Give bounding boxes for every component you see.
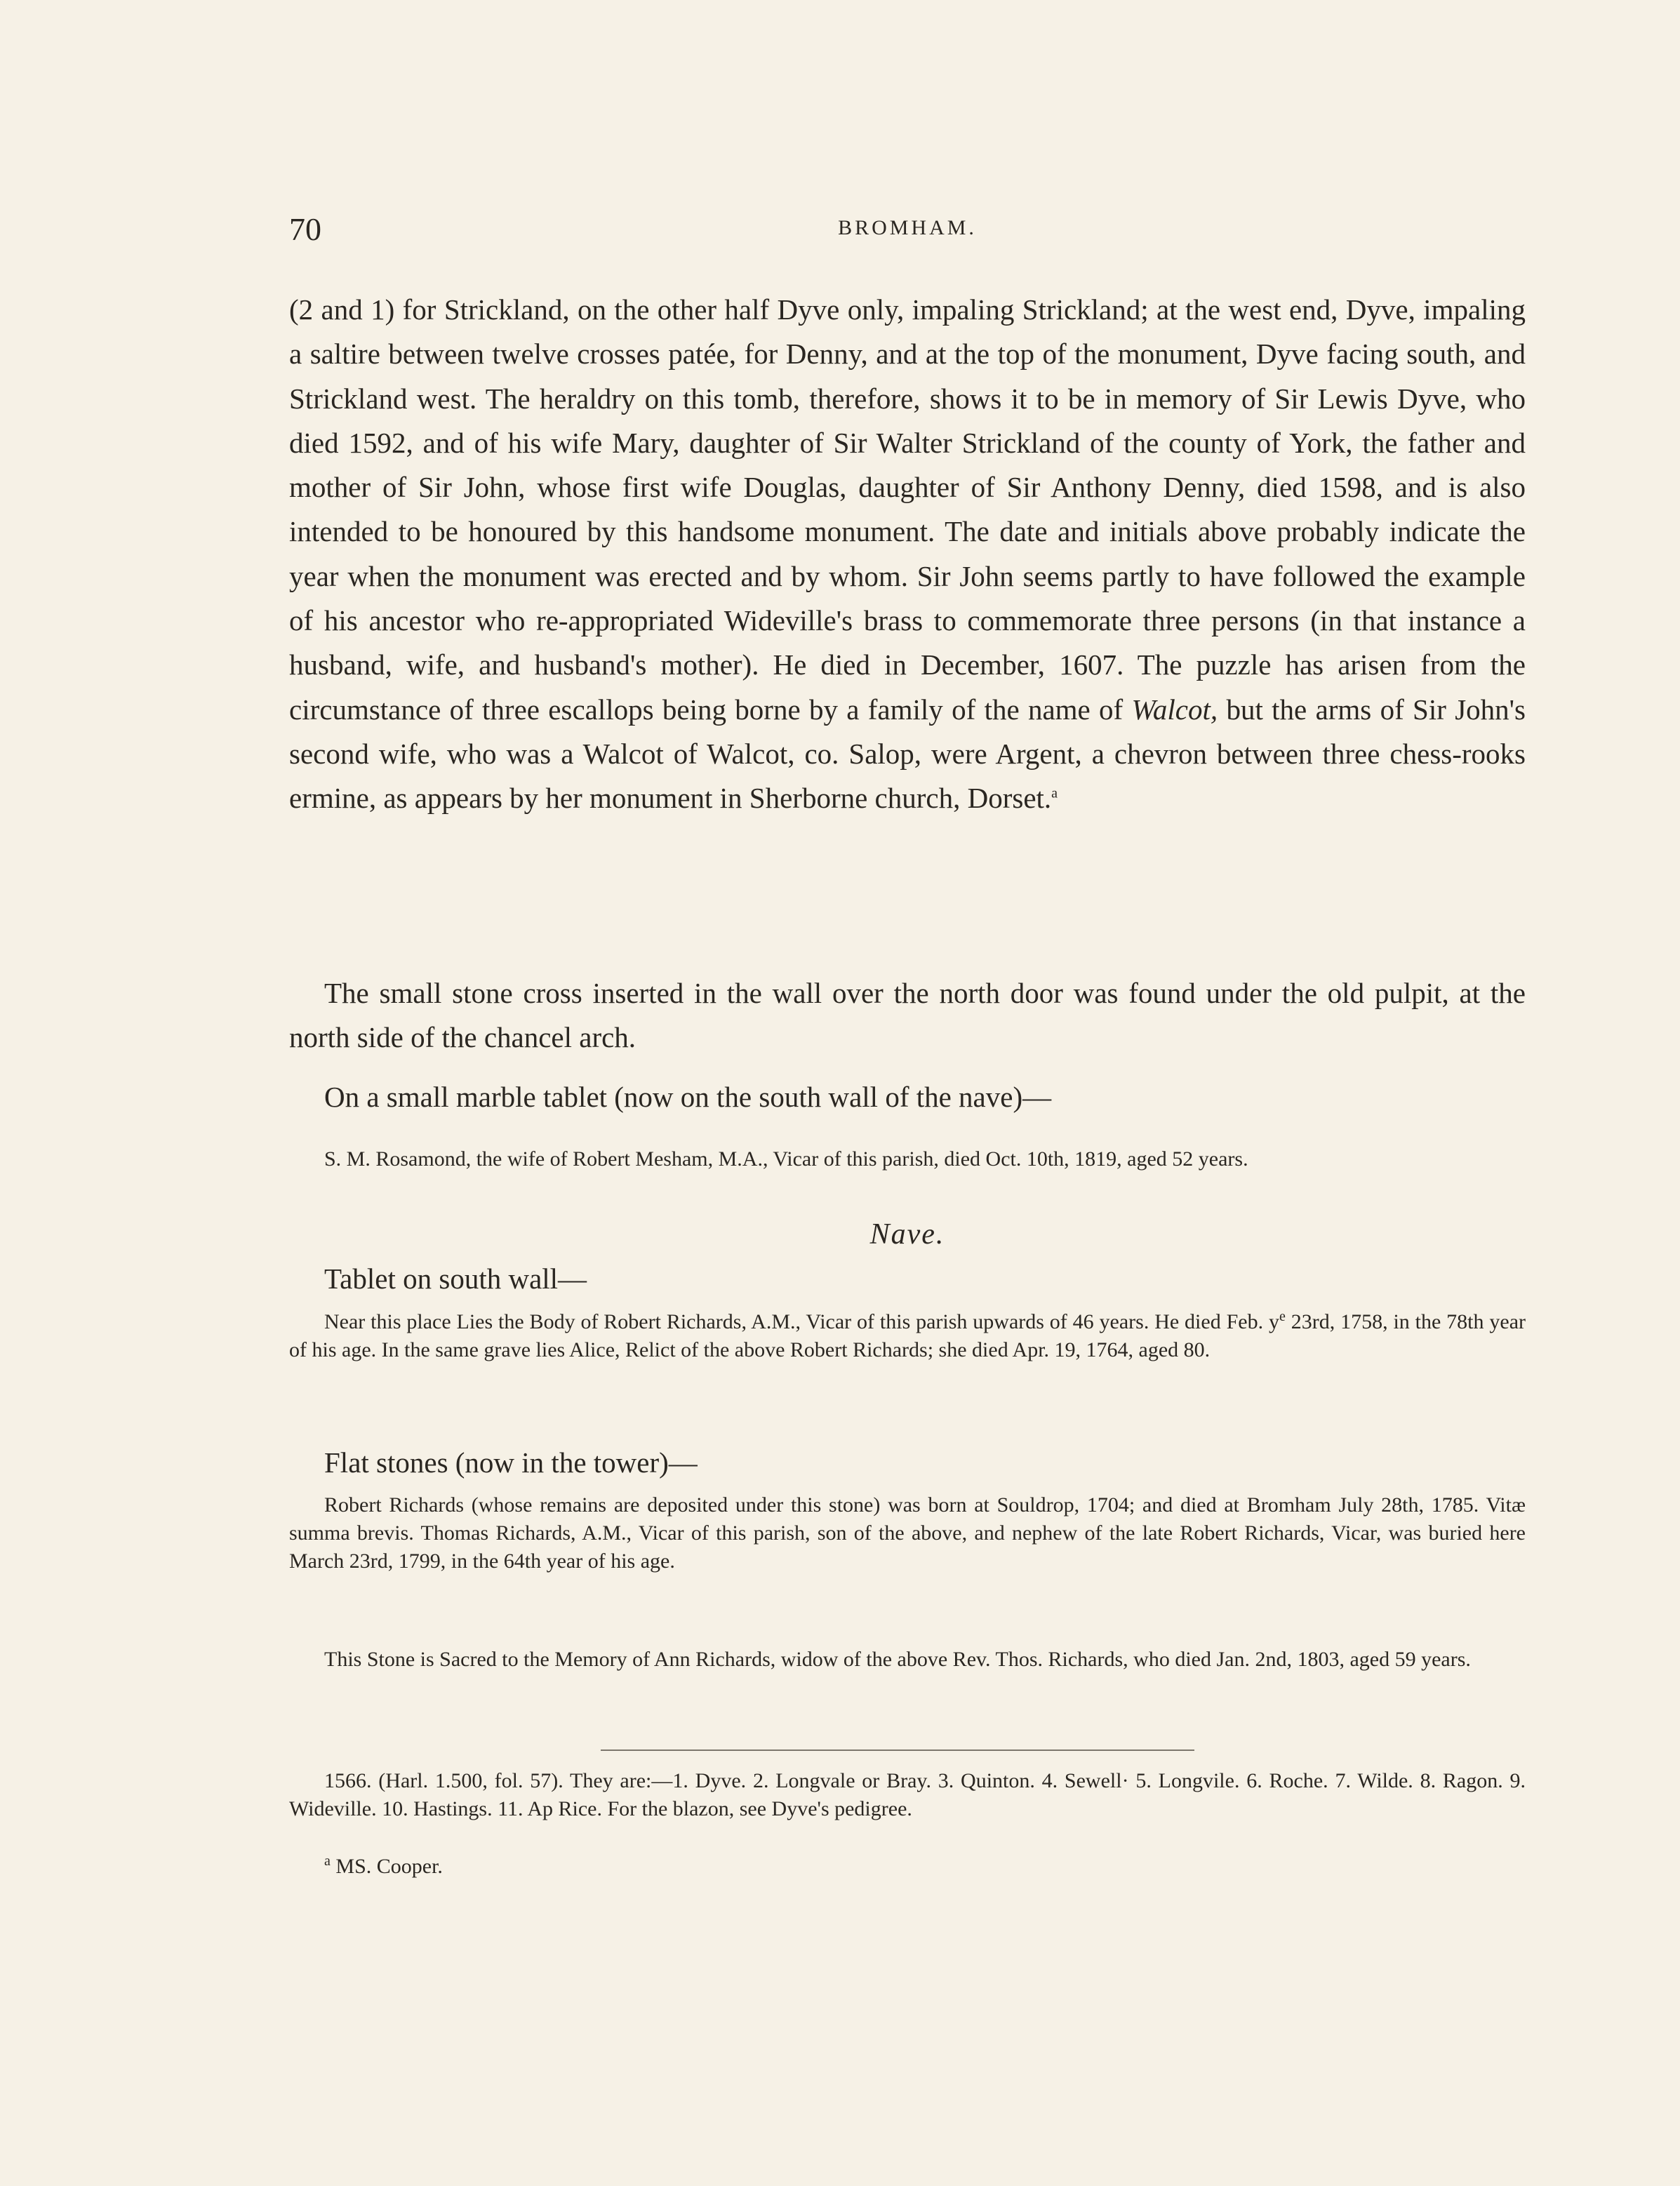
- superscript-e: e: [1279, 1309, 1286, 1324]
- running-title: BROMHAM.: [838, 216, 977, 239]
- page-header: [289, 211, 1526, 253]
- paragraph-heraldry-text-b: but the arms of Sir John's second wife, who was a Walcot of Walcot, co. Salop, were Argent, a chevron between three chess-rooks ermine, as appears by her monument in Sherborne church, Dorset.: [289, 693, 1526, 815]
- inscription-robert-richards-text-b: 23rd, 1758, in the 78th year of his age. In the same grave lies Alice, Relict of the above Robert Richards; she died Apr. 19, 1764, aged 80.: [289, 1310, 1526, 1361]
- paragraph-heraldry: [289, 288, 1526, 821]
- inscription-robert-richards: [289, 1308, 1526, 1364]
- paragraph-heraldry-text-a: (2 and 1) for Strickland, on the other half Dyve only, impaling Strickland; at the west end, Dyve, impaling a saltire between twelve crosses patée, for Denny, and at the top of the monument, Dyve facing south, and Strickland west. The heraldry on this tomb, therefore, shows it to be in memory of Sir Lewis Dyve, who died 1592, and of his wife Mary, daughter of Sir Walter Strickland of the county of York, the father and mother of Sir John, whose first wife Douglas, daughter of Sir Anthony Denny, died 1598, and is also intended to be honoured by this handsome monument. The date and initials above probably indicate the year when the monument was erected and by whom. Sir John seems partly to have followed the example of his ancestor who re-appropriated Wideville's brass to commemorate three persons (in that instance a husband, wife, and husband's mother). He died in December, 1607. The puzzle has arisen from the circumstance of three escallops being borne by a family of the name of: [289, 293, 1526, 726]
- footnote-reference-a: a: [1051, 785, 1058, 801]
- paragraph-stone-cross: The small stone cross inserted in the wall over the north door was found under the old pulpit, at the north side of the chancel arch.: [289, 977, 1526, 1054]
- inscription-flat-stone-2: This Stone is Sacred to the Memory of Ann Richards, widow of the above Rev. Thos. Richards, who died Jan. 2nd, 1803, aged 59 years.: [324, 1648, 1471, 1671]
- footnote-a-mark: a: [324, 1853, 331, 1869]
- footnote-divider: [601, 1750, 1194, 1751]
- section-heading-nave: Nave.: [869, 1218, 945, 1251]
- footnote-a-text: MS. Cooper.: [330, 1855, 443, 1878]
- paragraph-marble-tablet: On a small marble tablet (now on the south wall of the nave)—: [324, 1081, 1052, 1113]
- footnote-a: [289, 1853, 1526, 1881]
- footnote-1566: 1566. (Harl. 1.500, fol. 57). They are:—1. Dyve. 2. Longvale or Bray. 3. Quinton. 4. Sewell· 5. Longvile. 6. Roche. 7. Wilde. 8. Ragon. 9. Wideville. 10. Hastings. 11. Ap Rice. For the blazon, see Dyve's pedigree.: [289, 1769, 1526, 1820]
- tablet-heading: Tablet on south wall—: [324, 1262, 587, 1295]
- walcot-italic: Walcot,: [1131, 693, 1218, 726]
- inscription-flat-stone-1: Robert Richards (whose remains are deposited under this stone) was born at Souldrop, 1704; and died at Bromham July 28th, 1785. Vitæ summa brevis. Thomas Richards, A.M., Vicar of this parish, son of the above, and nephew of the late Robert Richards, Vicar, was buried here March 23rd, 1799, in the 64th year of his age.: [289, 1493, 1526, 1573]
- page-number: 70: [289, 211, 321, 247]
- inscription-rosamond: S. M. Rosamond, the wife of Robert Mesham, M.A., Vicar of this parish, died Oct. 10th, 1819, aged 52 years.: [324, 1147, 1248, 1171]
- flat-stones-heading: Flat stones (now in the tower)—: [324, 1446, 698, 1479]
- inscription-robert-richards-text-a: Near this place Lies the Body of Robert Richards, A.M., Vicar of this parish upwards of 46 years. He died Feb. y: [324, 1310, 1279, 1333]
